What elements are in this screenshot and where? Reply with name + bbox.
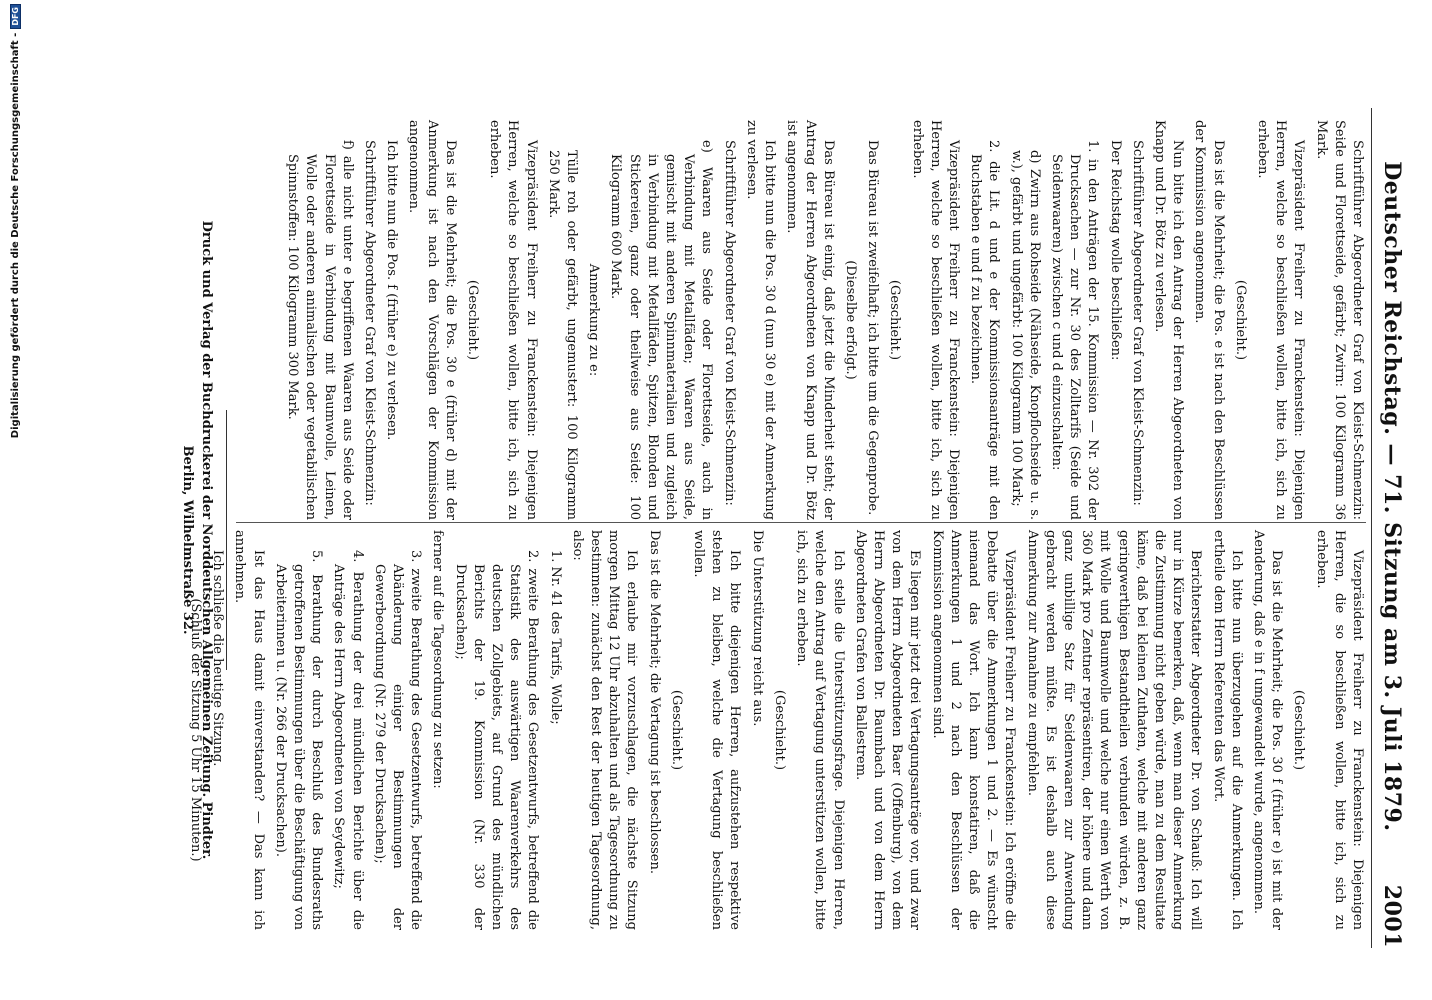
running-title: Deutscher Reichstag. — 71. Sitzung am 3. Juli 1879.	[1379, 161, 1405, 832]
paragraph: Nun bitte ich den Antrag der Herren Abgeordneten von Knapp und Dr. Bötz zu verlesen.	[1151, 120, 1186, 520]
paragraph: f) alle nicht unter e begriffenen Waaren aus Seide oder Florettseide in Verbindung mit Baumwolle, Leinen, Wolle oder anderen animalischen oder vegetabilischen Spinnstoffen: 100 Kilogramm 300 Mark.	[285, 140, 355, 520]
paragraph: Berichterstatter Abgeordneter Dr. von Schauß: Ich will nur in Kürze bemerken, daß, wenn man dieser Anmerkung die Zustimmung nicht geben würde, man zu dem Resultate käme, daß bei kleinen Zuthaten, welche mit anderen ganz geringwerthigen Bestandtheilen verbunden würden, z. B. mit Wolle und Baumwolle und welche nur einen Werth von 360 Mark pro Zentner repräsentiren, der höhere und dann ganz unbillige Satz für Seidenwaaren zur Anwendung gebracht werden müßte. Es ist deshalb auch diese Anmerkung zur Annahme zu empfehlen.	[1024, 530, 1204, 930]
page-header	[1371, 108, 1412, 948]
paragraph: Das ist die Mehrheit; die Pos. 30 e (früher d) mit der Anmerkung ist nach den Vorschlägen der Kommission angenommen.	[406, 120, 458, 520]
paragraph: Vizepräsident Freiherr zu Franckenstein: Diejenigen Herren, welche so beschließen wollen, bitte ich, sich zu erheben.	[909, 120, 961, 520]
paragraph: (Geschieht.)	[465, 279, 481, 361]
paragraph: e) Waaren aus Seide oder Florettseide, auch in Verbindung mit Metallfäden; Waaren aus Seide, gemischt mit anderen Spinnmaterialien und zugleich in Verbindung mit Metallfäden, Spitzen, Blonden und Stickereien, ganz oder theilweise aus Seide: 100 Kilogramm 600 Mark.	[608, 140, 715, 520]
paragraph: Vizepräsident Freiherr zu Franckenstein: Diejenigen Herren, welche so beschließen wollen, bitte ich, sich zu erheben.	[487, 120, 539, 520]
paragraph: Ich bitte nun überzugehen auf die Anmerkungen. Ich ertheile dem Herrn Referenten das Wort.	[1210, 530, 1244, 930]
paragraph: Schriftführer Abgeordneter Graf von Kleist-Schmenzin:	[362, 140, 378, 506]
left-column	[236, 120, 1366, 520]
paragraph: Das ist die Mehrheit; die Pos. 30 f (früher e) ist mit der Aenderung, daß e in f umgewandelt wurde, angenommen.	[1250, 530, 1285, 930]
digitization-note	[8, 0, 22, 1000]
paragraph: Der Reichstag wolle beschließen:	[1107, 140, 1123, 361]
paragraph: ferner auf die Tagesordnung zu setzen:	[430, 530, 446, 789]
paragraph: Ich erlaube mir vorzuschlagen, die nächste Sitzung morgen Mittag 12 Uhr abzuhalten und als Tagesordnung zu bestimmen: zunächst den Rest der heutigen Tagesordnung, also:	[569, 530, 640, 930]
paragraph: d) Zwirn aus Rohseide (Nähseide, Knopflochseide u. s. w.), gefärbt und ungefärbt: 100 Kilogramm 100 Mark;	[1008, 150, 1042, 520]
page-number: 2001	[1379, 884, 1405, 948]
digitization-text: Digitalisierung gefördert durch die Deutsche Forschungsgemeinschaft -	[9, 32, 21, 439]
paragraph: Schriftführer Abgeordneter Graf von Kleist-Schmenzin:	[1129, 140, 1145, 506]
paragraph: (Schluß der Sitzung 5 Uhr 15 Minuten.)	[188, 598, 204, 862]
paragraph: Das Büreau ist einig, daß jetzt die Minderheit steht; der Antrag der Herren Abgeordneten von Knapp und Dr. Bötz ist angenommen.	[784, 120, 836, 520]
paragraph: (Geschieht.)	[1232, 279, 1248, 361]
paragraph: Das Büreau ist zweifelhaft; ich bitte um die Gegenprobe.	[865, 140, 881, 516]
paragraph: (Geschieht.)	[1291, 689, 1307, 771]
paragraph: Ich schließe die heutige Sitzung.	[210, 550, 226, 767]
paragraph: Das ist die Mehrheit; die Vertagung ist beschlossen.	[646, 530, 662, 874]
column-divider	[236, 522, 1366, 523]
paragraph: 4. Berathung der drei mündlichen Berichte über die Anträge des Herrn Abgeordneten von Seydewitz;	[331, 550, 365, 930]
paragraph: Das ist die Mehrheit; die Pos. e ist nach den Beschlüssen der Kommission angenommen.	[1192, 120, 1226, 520]
paragraph: Schriftführer Abgeordneter Graf von Kleist-Schmenzin: Seide und Florettseide, gefärbt; Zwirn: 100 Kilogramm 36 Mark.	[1313, 120, 1365, 520]
paragraph: Vizepräsident Freiherr zu Franckenstein: Diejenigen Herren, die so beschließen wollen, bitte ich, sich zu erheben.	[1313, 530, 1365, 930]
paragraph: Tülle roh oder gefärbt, ungemustert: 100 Kilogramm 250 Mark.	[545, 150, 580, 520]
paragraph: Ist das Haus damit einverstanden? — Das kann ich annehmen.	[232, 530, 266, 930]
paragraph: 5. Berathung der durch Beschluß des Bundesraths getroffenen Bestimmungen über die Beschäftigung von Arbeiterinnen u. (Nr. 266 der Drucksachen).	[272, 550, 325, 930]
paragraph: Ich bitte diejenigen Herren, aufzustehen respektive stehen zu bleiben, welche die Vertagung beschließen wollen.	[691, 530, 743, 930]
paragraph: (Geschieht.)	[887, 279, 903, 361]
imprint-line-2: Berlin, Wilhelmstraße 32.	[180, 445, 195, 635]
paragraph: Schriftführer Abgeordneter Graf von Kleist-Schmenzin:	[721, 140, 737, 506]
paragraph: Vizepräsident Freiherr zu Franckenstein: Ich eröffne die Debatte über die Anmerkungen 1 und 2. — Es wünscht niemand das Wort. Ich kann konstatiren, daß die Anmerkungen 1 und 2 nach den Beschlüssen der Kommission angenommen sind.	[929, 530, 1018, 930]
paragraph: Ich bitte nun die Pos. 30 d (nun 30 e) mit der Anmerkung zu verlesen.	[743, 120, 778, 520]
paragraph: 2. die Lit. d und e der Kommissionsanträge mit den Buchstaben e und f zu bezeichnen.	[968, 140, 1002, 520]
paragraph: 1. Nr. 41 des Tarifs, Wolle;	[547, 550, 563, 725]
paragraph: (Dieselbe erfolgt.)	[842, 260, 858, 380]
paragraph: Es liegen mir jetzt drei Vertagungsanträge vor, und zwar von dem Herrn Abgeordneten Baer (Offenburg), von dem Herrn Abgeordneten Dr. Baumbach und von dem Herrn Abgeordneten Grafen von Ballestrem.	[852, 530, 923, 930]
paragraph: 2. zweite Berathung des Gesetzentwurfs, betreffend die Statistik des auswärtigen Waarenverkehrs des deutschen Zollgebiets, auf Grund des mündlichen Berichts der 19. Kommission (Nr. 330 der Drucksachen);	[452, 550, 541, 930]
imprint-rule	[226, 410, 227, 670]
paragraph: (Geschieht.)	[668, 689, 684, 771]
imprint-line-1: Druck und Verlag der Buchdruckerei der Norddeutschen Allgemeinen Zeitung. Pindter.	[199, 220, 214, 860]
paragraph: Ich stelle die Unterstützungsfrage. Diejenigen Herren, welche den Antrag auf Vertagung unterstützen wollen, bitte ich, sich zu erheben.	[794, 530, 846, 930]
paragraph: Die Unterstützung reicht aus.	[749, 530, 765, 727]
paragraph: Vizepräsident Freiherr zu Franckenstein: Diejenigen Herren, welche so beschließen wollen, bitte ich, sich zu erheben.	[1254, 120, 1307, 520]
paragraph: Ich bitte nun die Pos. f (früher e) zu verlesen.	[384, 140, 400, 441]
paragraph: 3. zweite Berathung des Gesetzentwurfs, betreffend die Abänderung einiger Bestimmungen der Gewerbeordnung (Nr. 279 der Drucksachen);	[371, 550, 424, 930]
imprint-block	[178, 120, 227, 960]
paragraph: (Geschieht.)	[771, 689, 787, 771]
paragraph: 1. in den Anträgen der 15. Kommission — Nr. 302 der Drucksachen — zur Nr. 30 des Zolltarifs (Seide und Seidenwaaren) zwischen c und d einzuschalten:	[1048, 140, 1101, 520]
dfg-logo-icon: DFG	[10, 4, 21, 29]
paragraph: Anmerkung zu e:	[586, 263, 602, 377]
